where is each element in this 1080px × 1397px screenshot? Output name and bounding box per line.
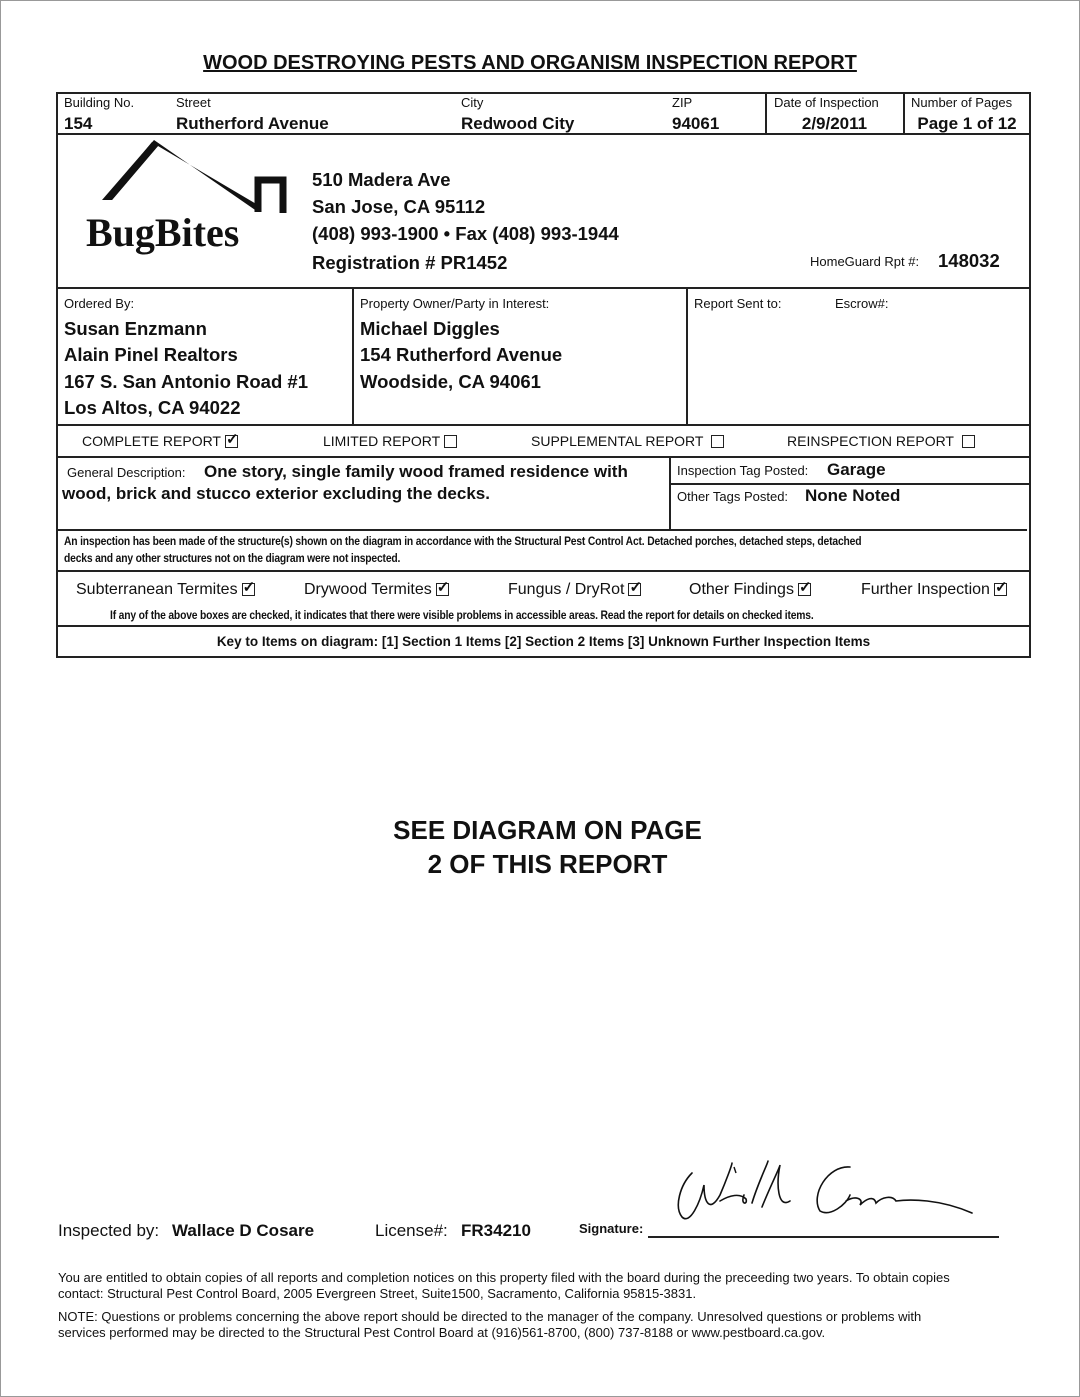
description-line2: wood, brick and stucco exterior excluding the decks. — [62, 484, 490, 503]
finding-subterranean-termites: Subterranean Termites✓ — [76, 581, 255, 599]
other-tags-label: Other Tags Posted: — [677, 489, 789, 504]
zip-label: ZIP — [672, 95, 693, 110]
divider — [57, 529, 1027, 531]
checkbox-checked-icon[interactable] — [798, 583, 811, 596]
description-line1: One story, single family wood framed residence with — [204, 462, 628, 481]
inspector-name: Wallace D Cosare — [172, 1221, 315, 1240]
divider — [57, 625, 1030, 627]
signature-label: Signature: — [579, 1221, 644, 1236]
footer-copies-line1: You are entitled to obtain copies of all reports and completion notices on this property filed with the board during the preceeding two years. To obtain copies — [58, 1270, 950, 1285]
footer-note-line1: NOTE: Questions or problems concerning the above report should be directed to the manager of the company. Unresolved questions or problems with — [58, 1309, 922, 1324]
divider — [686, 288, 688, 425]
company-phone: (408) 993-1900 • Fax (408) 993-1944 — [312, 223, 619, 244]
divider — [57, 456, 1030, 458]
finding-further-inspection: Further Inspection✓ — [861, 581, 1007, 599]
checkbox-checked-icon[interactable] — [994, 583, 1007, 596]
city-label: City — [461, 95, 484, 110]
divider — [57, 424, 1030, 426]
inspection-tag-label: Inspection Tag Posted: — [677, 463, 809, 478]
footer-note-line2: services performed may be directed to the Structural Pest Control Board at (916)561-8700, (800) 737-8188 or www.pestboard.ca.gov. — [58, 1325, 826, 1340]
company-address2: San Jose, CA 95112 — [312, 196, 486, 217]
checkbox-empty-icon[interactable] — [711, 435, 724, 448]
checkbox-checked-icon[interactable] — [436, 583, 449, 596]
see-diagram-line1: SEE DIAGRAM ON PAGE — [393, 815, 702, 845]
owner-line: Woodside, CA 94061 — [360, 371, 541, 392]
description-label: General Description: — [67, 465, 186, 480]
license-label: License#: — [375, 1221, 448, 1240]
roof-logo-icon — [98, 138, 293, 218]
divider — [670, 483, 1030, 485]
signature-line — [648, 1236, 999, 1238]
ordered-by-line: Susan Enzmann — [64, 318, 207, 339]
ordered-by-line: Los Altos, CA 94022 — [64, 397, 241, 418]
street-label: Street — [176, 95, 211, 110]
finding-other-findings: Other Findings✓ — [689, 581, 811, 599]
homeguard-number: 148032 — [938, 250, 1000, 271]
divider — [352, 288, 354, 425]
finding-fungus-dryrot: Fungus / DryRot✓ — [508, 581, 641, 599]
owner-label: Property Owner/Party in Interest: — [360, 296, 550, 311]
date-value: 2/9/2011 — [801, 114, 868, 133]
city-value: Redwood City — [461, 114, 575, 133]
inspection-notice-line2: decks and any other structures not on the diagram were not inspected. — [64, 551, 401, 565]
signature-icon — [660, 1155, 980, 1235]
finding-drywood-termites: Drywood Termites✓ — [304, 581, 449, 599]
diagram-key: Key to Items on diagram: [1] Section 1 Items [2] Section 2 Items [3] Unknown Further Inspection Items — [216, 634, 871, 649]
company-address1: 510 Madera Ave — [312, 169, 451, 190]
see-diagram-line2: 2 OF THIS REPORT — [427, 849, 668, 879]
owner-line: 154 Rutherford Avenue — [360, 344, 563, 365]
ordered-by-label: Ordered By: — [64, 296, 135, 311]
report-type-limited: LIMITED REPORT — [323, 433, 457, 449]
escrow-label: Escrow#: — [835, 296, 889, 311]
company-registration: Registration # PR1452 — [312, 252, 508, 273]
ordered-by-line: Alain Pinel Realtors — [64, 344, 238, 365]
inspection-tag-value: Garage — [827, 460, 886, 479]
building-no-label: Building No. — [64, 95, 135, 110]
zip-value: 94061 — [672, 114, 720, 133]
footer-copies-line2: contact: Structural Pest Control Board, 2005 Evergreen Street, Suite1500, Sacramento, California 95815-3831. — [58, 1286, 697, 1301]
report-type-supplemental: SUPPLEMENTAL REPORT — [531, 433, 724, 449]
date-label: Date of Inspection — [774, 95, 879, 110]
divider — [57, 570, 1030, 572]
license-number: FR34210 — [461, 1221, 531, 1240]
company-logo-text: BugBites — [86, 210, 240, 255]
divider — [669, 457, 671, 530]
checkbox-empty-icon[interactable] — [444, 435, 457, 448]
inspection-notice-line1: An inspection has been made of the structure(s) shown on the diagram in accordance with the Structural Pest Control Act. Detached porches, detached steps, detached — [64, 534, 862, 548]
checkbox-checked-icon[interactable] — [225, 435, 238, 448]
ordered-by-line: 167 S. San Antonio Road #1 — [64, 371, 308, 392]
pages-value: Page 1 of 12 — [917, 114, 1017, 133]
homeguard-label: HomeGuard Rpt #: — [810, 254, 920, 269]
report-title: WOOD DESTROYING PESTS AND ORGANISM INSPECTION REPORT — [203, 52, 857, 74]
checkbox-checked-icon[interactable] — [242, 583, 255, 596]
checkbox-empty-icon[interactable] — [962, 435, 975, 448]
checkbox-checked-icon[interactable] — [628, 583, 641, 596]
report-type-reinspection: REINSPECTION REPORT — [787, 433, 975, 449]
street-value: Rutherford Avenue — [176, 114, 329, 133]
findings-note: If any of the above boxes are checked, it indicates that there were visible problems in accessible areas. Read the report for details on checked items. — [110, 608, 814, 622]
pages-label: Number of Pages — [911, 95, 1013, 110]
owner-line: Michael Diggles — [360, 318, 500, 339]
inspected-by-label: Inspected by: — [58, 1221, 160, 1240]
sent-to-label: Report Sent to: — [694, 296, 782, 311]
building-no-value: 154 — [64, 114, 93, 133]
divider — [57, 287, 1030, 289]
other-tags-value: None Noted — [805, 486, 901, 505]
report-type-complete: COMPLETE REPORT✓ — [82, 433, 238, 449]
